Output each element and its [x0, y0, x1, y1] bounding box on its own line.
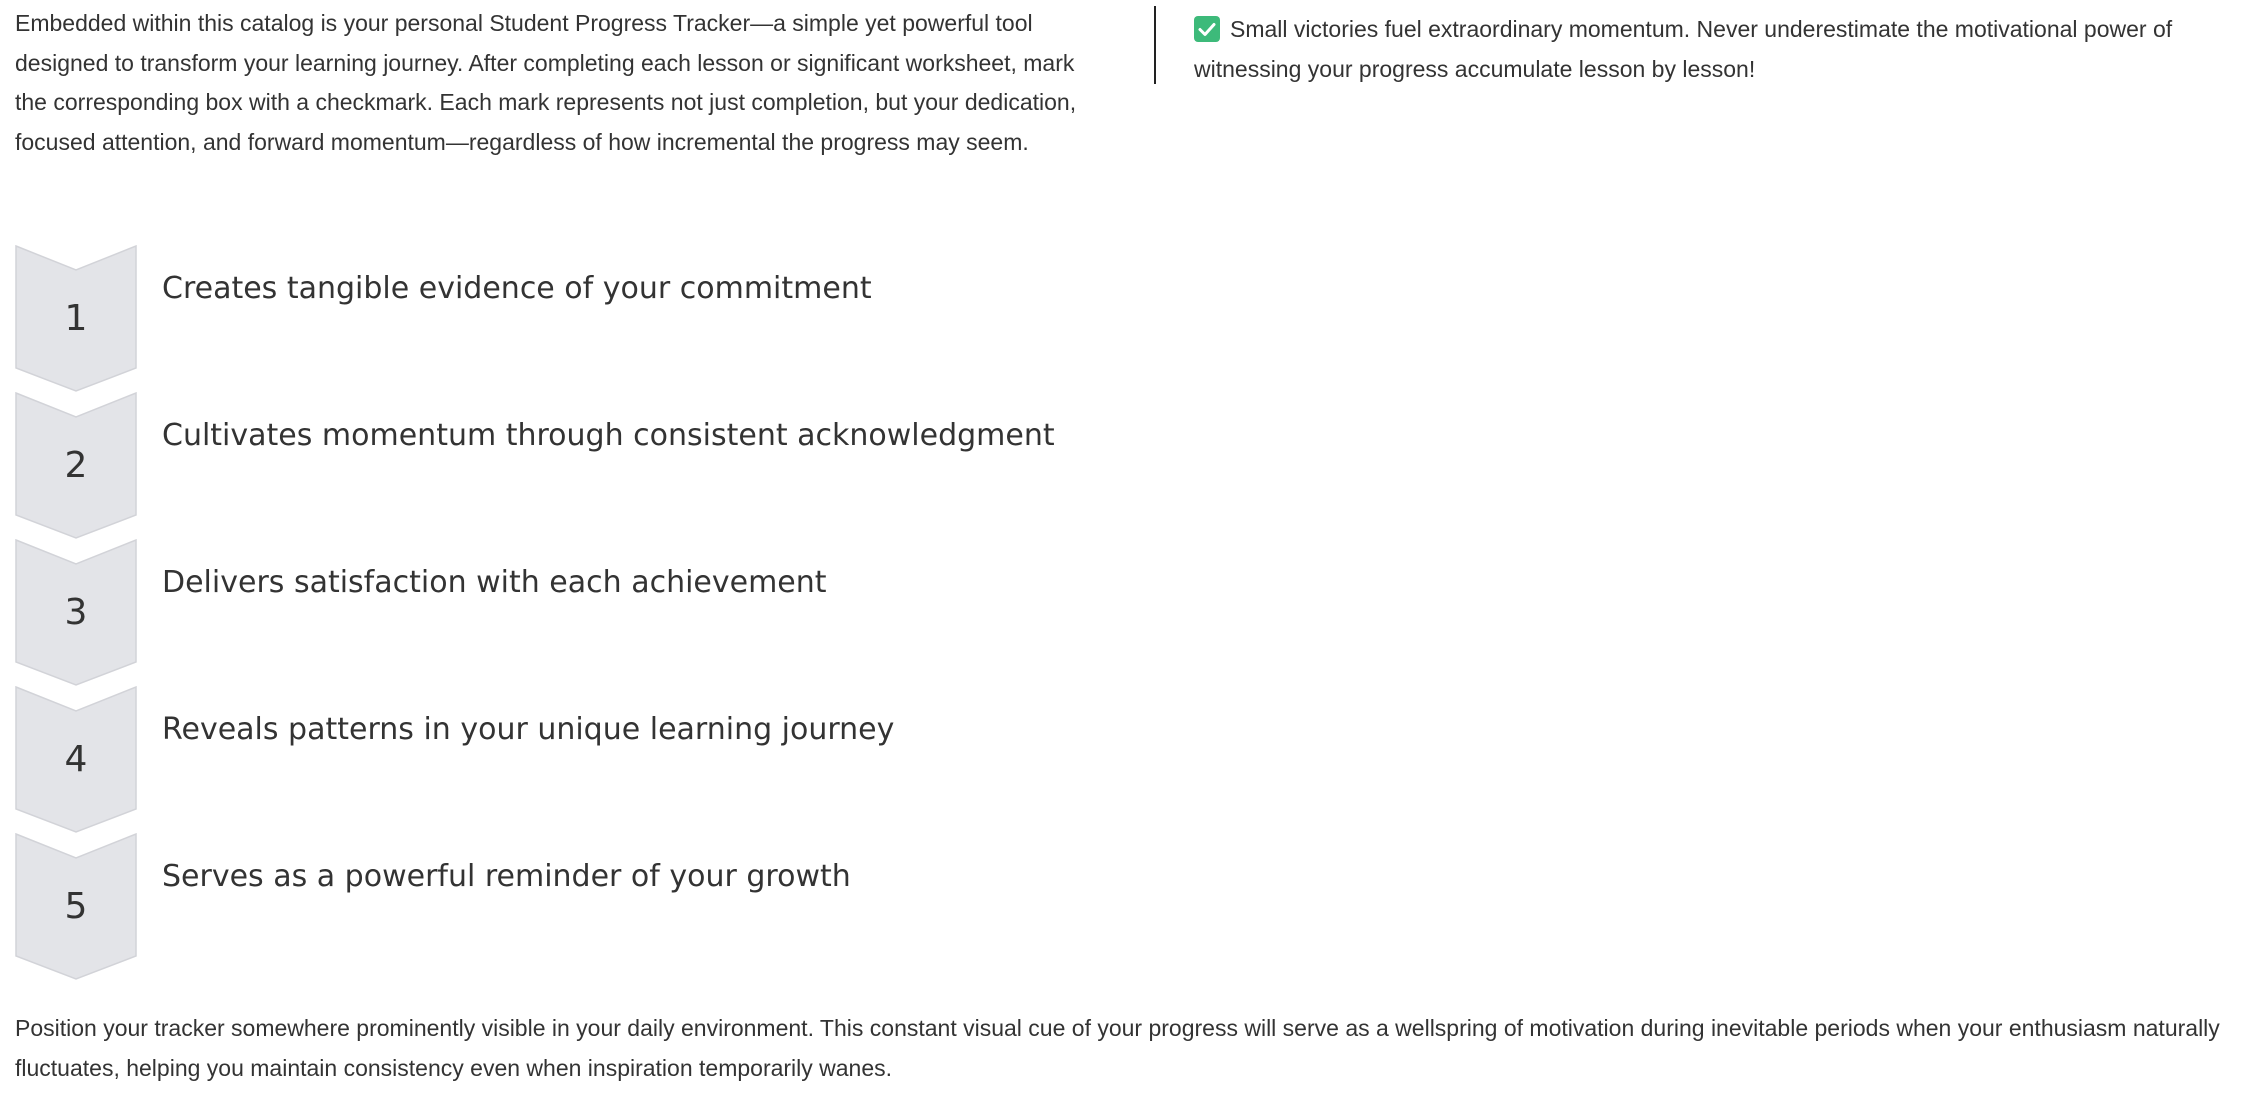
callout-text-block — [1194, 10, 2244, 89]
step-item — [15, 245, 1315, 392]
step-number: 2 — [64, 445, 88, 486]
callout-text: Small victories fuel extraordinary momentum. Never underestimate the motivational power of witnessing your progress accumulate lesson by lesson! — [1194, 16, 2173, 82]
step-item — [15, 686, 1315, 833]
check-mark-button-icon — [1194, 16, 1220, 42]
step-number: 1 — [64, 298, 88, 339]
step-label: Delivers satisfaction with each achievement — [162, 565, 827, 600]
step-label: Creates tangible evidence of your commitment — [162, 271, 872, 306]
intro-paragraph: Embedded within this catalog is your personal Student Progress Tracker—a simple yet powerful tool designed to transform your learning journey. After completing each lesson or significant worksheet, mark the corresponding box with a checkmark. Each mark represents not just completion, but your dedication, focused attention, and forward momentum—regardless of how incremental the progress may seem. — [15, 10, 1077, 155]
step-label: Reveals patterns in your unique learning journey — [162, 712, 895, 747]
step-number: 3 — [64, 592, 88, 633]
step-number: 4 — [64, 739, 88, 780]
step-item — [15, 539, 1315, 686]
step-label: Cultivates momentum through consistent acknowledgment — [162, 418, 1055, 453]
steps-list — [15, 245, 1315, 980]
callout-box — [1154, 6, 2236, 84]
outro-paragraph: Position your tracker somewhere prominently visible in your daily environment. This constant visual cue of your progress will serve as a wellspring of motivation during inevitable periods when your enthusiasm naturally fluctuates, helping you maintain consistency even when inspiration temporarily wanes. — [15, 1015, 2220, 1081]
step-label: Serves as a powerful reminder of your growth — [162, 859, 851, 894]
step-item — [15, 392, 1315, 539]
step-number: 5 — [64, 886, 88, 927]
step-item — [15, 833, 1315, 980]
